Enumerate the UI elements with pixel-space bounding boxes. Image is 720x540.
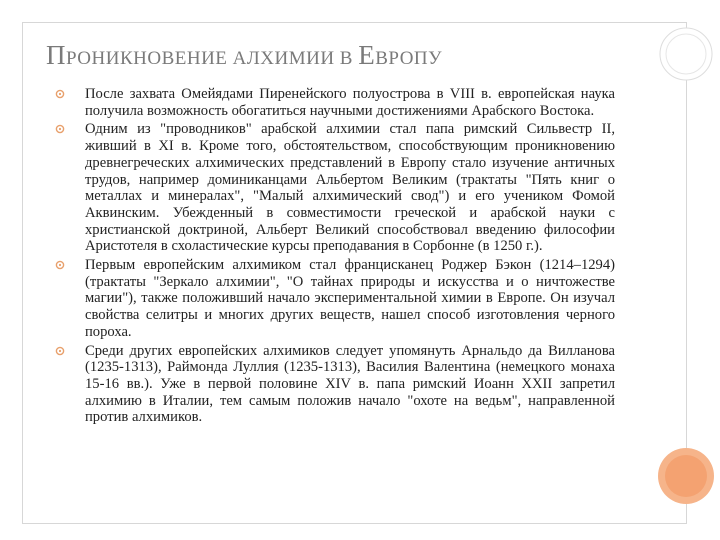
title-part-1: РОНИКНОВЕНИЕ АЛХИМИИ В: [66, 48, 359, 69]
bullet-paragraph: [55, 121, 615, 255]
paragraph-text: Среди других европейских алхимиков следует упомянуть Арнальдо да Вилланова (1235-1313), Раймонда Луллия (1235-1313), Василия Валентина (немецкого монаха 15-16 вв.). Уже в первой половине XIV в. папа римский Иоанн XXII запретил алхимию в Италии, тем самым положив начало "охоте на ведьм", направленной против алхимиков.: [85, 342, 615, 426]
bullet-paragraph: [55, 257, 615, 341]
slide-content: [55, 86, 615, 428]
paragraph-text: Первым европейским алхимиком стал францисканец Роджер Бэкон (1214–1294) (трактаты "Зеркало алхимии", "О тайнах природы и искусства и о ничтожестве магии"), также положивший начало экспериментальной химии в Европе. Он изучал свойства селитры и многих других веществ, нашел способ изготовления черного пороха.: [85, 257, 615, 340]
bullet-paragraph: [55, 86, 615, 119]
paragraph-text: Одним из "проводников" арабской алхимии стал папа римский Сильвестр II, живший в XI в. Кроме того, обстоятельством, способствующим проникновению древнегреческих алхимических представлений в Европу стало изучение античных трудов, например доминиканцами Альбертом Великим (трактаты "Пять книг о металлах и минералах", "Малый алхимический свод") и его учеником Фомой Аквинским. Убежденный в совместимости греческой и арабской науки с христианской доктриной, Альберт Великий способствовал введению философии Аристотеля в схоластические курсы преподавания в Сорбонне (в 1250 г.).: [85, 121, 615, 255]
ring-bullet-icon: [55, 346, 65, 356]
ring-bullet-icon: [55, 124, 65, 134]
title-initial-2: Е: [358, 40, 376, 70]
ring-bullet-icon: [55, 89, 65, 99]
slide-title: [46, 40, 442, 71]
title-initial-1: П: [46, 40, 66, 70]
title-part-2: ВРОПУ: [375, 48, 443, 69]
bullet-paragraph: [55, 343, 615, 427]
paragraph-text: После захвата Омейядами Пиренейского полуострова в VIII в. европейская наука получила возможность обогатиться научными достижениями Арабского Востока.: [85, 86, 615, 119]
ring-bullet-icon: [55, 260, 65, 270]
